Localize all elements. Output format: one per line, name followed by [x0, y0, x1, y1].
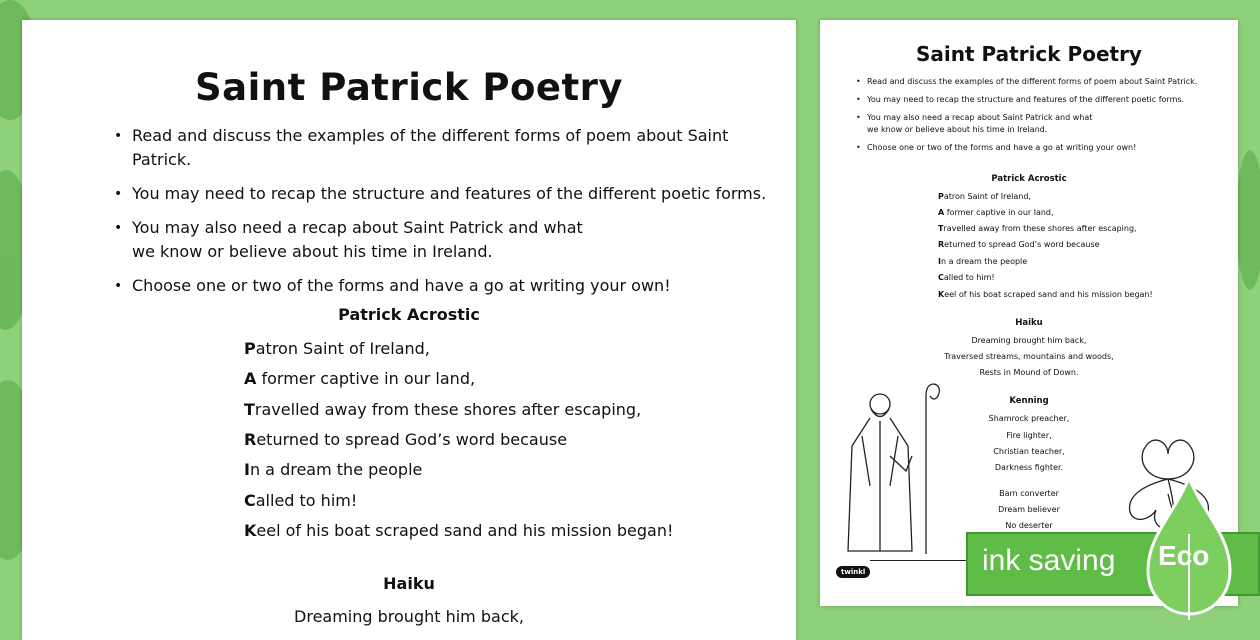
- kenning-heading-small: Kenning: [1009, 396, 1049, 406]
- saint-patrick-illustration: [840, 376, 950, 554]
- instruction-item: • Read and discuss the examples of the different forms of poem about Saint Patrick.: [856, 76, 1216, 88]
- eco-label: Eco: [1158, 540, 1210, 571]
- worksheet-page-large: [22, 20, 796, 640]
- kenning-line: Shamrock preacher,: [988, 414, 1070, 423]
- instruction-item: • Choose one or two of the forms and have a go at writing your own!: [112, 274, 772, 298]
- acrostic-line: In a dream the people: [244, 460, 423, 479]
- acrostic-line: In a dream the people: [938, 257, 1028, 266]
- instruction-item: • You may also need a recap about Saint Patrick and what we know or believe about his time in Ireland.: [856, 112, 1216, 136]
- acrostic-line: Returned to spread God’s word because: [244, 430, 568, 449]
- twinkl-logo: twinkl: [836, 566, 870, 578]
- acrostic-line: Keel of his boat scraped sand and his mission began!: [244, 521, 674, 540]
- haiku-heading: Haiku: [383, 574, 435, 593]
- page-title-small: Saint Patrick Poetry: [916, 42, 1142, 66]
- instruction-item: • You may need to recap the structure and features of the different poetic forms.: [856, 94, 1216, 106]
- kenning-line: Dream believer: [998, 505, 1060, 514]
- instruction-item: • You may also need a recap about Saint Patrick and what we know or believe about his time in Ireland.: [112, 216, 772, 264]
- acrostic-line: Patron Saint of Ireland,: [938, 192, 1031, 201]
- acrostic-heading-small: Patrick Acrostic: [991, 174, 1067, 184]
- acrostic-heading: Patrick Acrostic: [338, 305, 480, 324]
- kenning-line: Barn converter: [999, 489, 1059, 498]
- acrostic-line: Patron Saint of Ireland,: [244, 339, 430, 358]
- kenning-line: Darkness fighter.: [994, 463, 1064, 472]
- instruction-item: • Read and discuss the examples of the different forms of poem about Saint Patrick.: [112, 124, 772, 172]
- haiku-line: Traversed streams, mountains and woods,: [944, 352, 1114, 361]
- haiku-line: Rests in Mound of Down.: [979, 368, 1079, 377]
- ink-saving-text: ink saving: [982, 544, 1116, 577]
- acrostic-line: Called to him!: [244, 491, 358, 510]
- acrostic-line: Called to him!: [938, 273, 995, 282]
- acrostic-line: A former captive in our land,: [938, 208, 1054, 217]
- instruction-item: • You may need to recap the structure and features of the different poetic forms.: [112, 182, 772, 206]
- instruction-list-small: [856, 76, 1216, 160]
- haiku-heading-small: Haiku: [1015, 318, 1043, 328]
- kenning-line: No deserter: [1005, 521, 1053, 530]
- haiku-line: Dreaming brought him back,: [971, 336, 1087, 345]
- acrostic-line: Travelled away from these shores after escaping,: [938, 224, 1137, 233]
- kenning-line: Fire lighter,: [1006, 431, 1052, 440]
- acrostic-line: A former captive in our land,: [244, 369, 476, 388]
- kenning-line: Christian teacher,: [993, 447, 1065, 456]
- acrostic-line: Travelled away from these shores after escaping,: [244, 400, 642, 419]
- acrostic-line: Keel of his boat scraped sand and his mission began!: [938, 290, 1153, 299]
- page-title: Saint Patrick Poetry: [194, 66, 624, 109]
- instruction-item: • Choose one or two of the forms and have a go at writing your own!: [856, 142, 1216, 154]
- acrostic-line: Returned to spread God’s word because: [938, 240, 1100, 249]
- instruction-list: [112, 124, 772, 308]
- haiku-line: Dreaming brought him back,: [294, 607, 524, 626]
